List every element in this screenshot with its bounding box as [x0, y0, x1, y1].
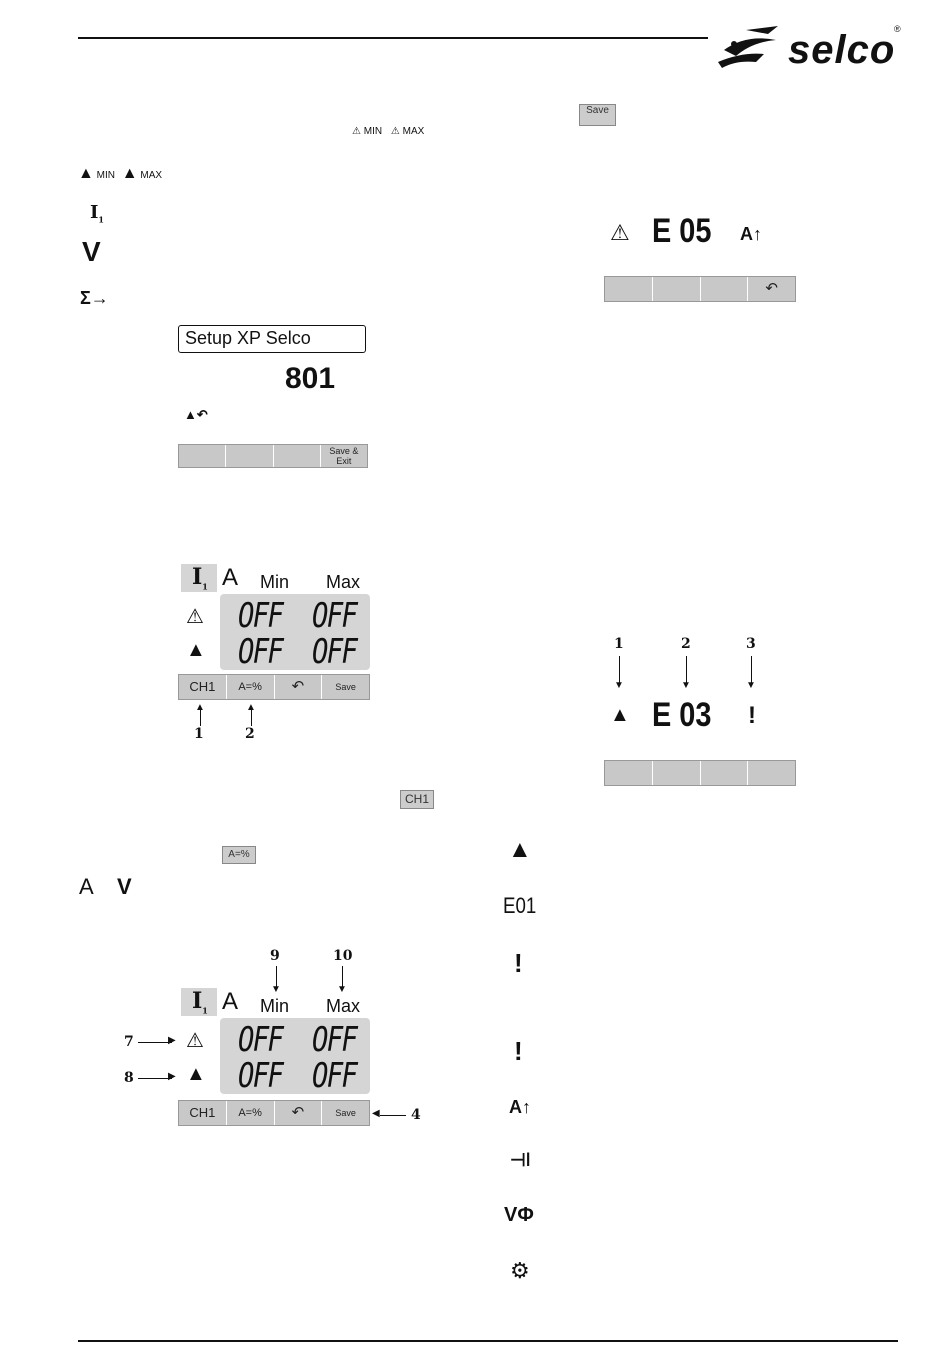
thermometer-icon: ǃ: [514, 1036, 523, 1066]
a-percent-button[interactable]: A=%: [227, 1101, 275, 1125]
back-button[interactable]: ↶: [275, 675, 323, 699]
warning-outline-icon: ⚠: [610, 220, 630, 245]
col-max-label: Max: [326, 996, 361, 1016]
warn-min-value: OFF: [238, 1020, 283, 1060]
inline-a-percent-key: A=%: [222, 846, 256, 864]
exit-hand-icon: Σ→: [80, 288, 109, 308]
callout-4: 4: [411, 1107, 421, 1123]
selco-swoosh-icon: [716, 22, 786, 72]
warning-outline-icon: ⚠: [186, 606, 204, 628]
error-softkey-1[interactable]: [605, 277, 653, 301]
arrow-left-icon: ◀: [372, 1108, 380, 1119]
callout-7: 7: [124, 1034, 134, 1050]
inline-v-label: V: [117, 874, 132, 899]
overcurrent-legend: A↑: [509, 1097, 531, 1117]
voltage-phase-legend: VΦ: [504, 1204, 534, 1226]
warning-outline-icon: ⚠: [390, 126, 400, 137]
callout-9: 9: [270, 948, 280, 964]
error-screen-1: [604, 210, 796, 302]
warn-min-value: OFF: [238, 596, 283, 636]
callout-1: 1: [614, 636, 624, 652]
error-softkey-3[interactable]: [701, 761, 749, 785]
arrow-right-icon: ▶: [168, 1035, 176, 1046]
error-softkey-2[interactable]: [653, 277, 701, 301]
alarm-min-max-icons: ▲ MIN ▲ MAX: [78, 165, 163, 182]
warn-max-value: OFF: [312, 596, 357, 636]
limits-softkey-bar: [178, 1100, 370, 1126]
ch1-button[interactable]: CH1: [179, 1101, 227, 1125]
warning-gauge-icon: ▲↶: [184, 407, 208, 422]
limits-screen-1: [178, 562, 370, 702]
callout-arrow-4: [380, 1115, 406, 1116]
inline-ch1-key: CH1: [400, 790, 434, 809]
thermometer-icon: ǃ: [514, 948, 523, 978]
error-code: E 03: [652, 696, 712, 734]
col-min-label: Min: [260, 572, 290, 592]
connection-icon: ⊣ǀ: [510, 1150, 531, 1170]
setup-value: 801: [285, 362, 336, 395]
setup-title-box: Setup XP Selco: [178, 325, 366, 353]
callout-arrow-8: [138, 1078, 172, 1079]
alarm-filled-icon: ▲: [121, 165, 138, 182]
current-i1-icon: $I_1$: [192, 988, 208, 1016]
error-softkey-2[interactable]: [653, 761, 701, 785]
alarm-min-value: OFF: [238, 1056, 283, 1096]
voltage-v-icon: V: [82, 236, 101, 267]
overcurrent-indicator: A↑: [740, 224, 762, 244]
alarm-filled-icon: ▲: [186, 1063, 206, 1085]
save-button[interactable]: Save: [322, 1101, 369, 1125]
header-rule: [78, 37, 708, 39]
back-button[interactable]: ↶: [748, 277, 795, 301]
error-code: E 05: [652, 212, 712, 250]
error-softkey-bar: [604, 276, 796, 302]
error-code-legend: E01: [503, 893, 537, 918]
inline-warn-min-max: ⚠ MIN ⚠ MAX: [352, 126, 425, 137]
setup-softkey-2[interactable]: [226, 445, 273, 467]
save-exit-button[interactable]: Save & Exit: [321, 445, 367, 467]
arrow-down-icon: ▼: [337, 984, 347, 995]
gears-icon: ⚙: [510, 1258, 530, 1283]
error-softkey-bar: [604, 760, 796, 786]
warn-max-value: OFF: [312, 1020, 357, 1060]
arrow-down-icon: ▼: [681, 680, 691, 691]
limits-softkey-bar: [178, 674, 370, 700]
setup-softkey-bar: [178, 444, 368, 468]
error-screen-2: [604, 694, 796, 786]
alarm-max-value: OFF: [312, 632, 357, 672]
selco-logo: [716, 22, 906, 72]
limits-screen-2: [178, 986, 370, 1126]
footer-rule: [78, 1340, 898, 1342]
warning-outline-icon: ⚠: [186, 1030, 204, 1052]
error-softkey-1[interactable]: [605, 761, 653, 785]
callout-1: 1: [194, 726, 204, 742]
current-i1-icon: $I_1$: [90, 202, 104, 225]
callout-3: 3: [746, 636, 756, 652]
setup-softkey-1[interactable]: [179, 445, 226, 467]
inline-a-label: A: [79, 874, 94, 899]
alarm-min-value: OFF: [238, 632, 283, 672]
a-percent-button[interactable]: A=%: [227, 675, 275, 699]
unit-label: A: [222, 564, 239, 591]
ch1-button[interactable]: CH1: [179, 675, 227, 699]
selco-wordmark: selco: [788, 28, 896, 72]
alarm-filled-icon: ▲: [508, 836, 532, 863]
save-button[interactable]: Save: [322, 675, 369, 699]
arrow-down-icon: ▼: [614, 680, 624, 691]
current-i1-icon: $I_1$: [192, 564, 208, 592]
alarm-filled-icon: ▲: [186, 639, 206, 661]
back-button[interactable]: ↶: [275, 1101, 323, 1125]
callout-2: 2: [681, 636, 691, 652]
registered-mark: ®: [894, 24, 901, 34]
alarm-filled-icon: ▲: [78, 165, 94, 182]
arrow-right-icon: ▶: [168, 1071, 176, 1082]
thermometer-icon: ǃ: [748, 702, 756, 729]
callout-arrow-7: [138, 1042, 172, 1043]
inline-save-key: Save: [579, 104, 616, 126]
callout-10: 10: [333, 948, 353, 964]
alarm-filled-icon: ▲: [610, 704, 630, 726]
callout-2: 2: [245, 726, 255, 742]
setup-softkey-3[interactable]: [274, 445, 321, 467]
warning-outline-icon: ⚠: [352, 126, 361, 137]
col-max-label: Max: [326, 572, 361, 592]
col-min-label: Min: [260, 996, 290, 1016]
arrow-down-icon: ▼: [746, 680, 756, 691]
error-softkey-4[interactable]: [748, 761, 795, 785]
arrow-down-icon: ▼: [271, 984, 281, 995]
callout-8: 8: [124, 1070, 134, 1086]
alarm-max-value: OFF: [312, 1056, 357, 1096]
arrow-up-icon: ▲: [195, 702, 205, 713]
arrow-up-icon: ▲: [246, 702, 256, 713]
error-softkey-3[interactable]: [701, 277, 749, 301]
unit-label: A: [222, 988, 239, 1015]
